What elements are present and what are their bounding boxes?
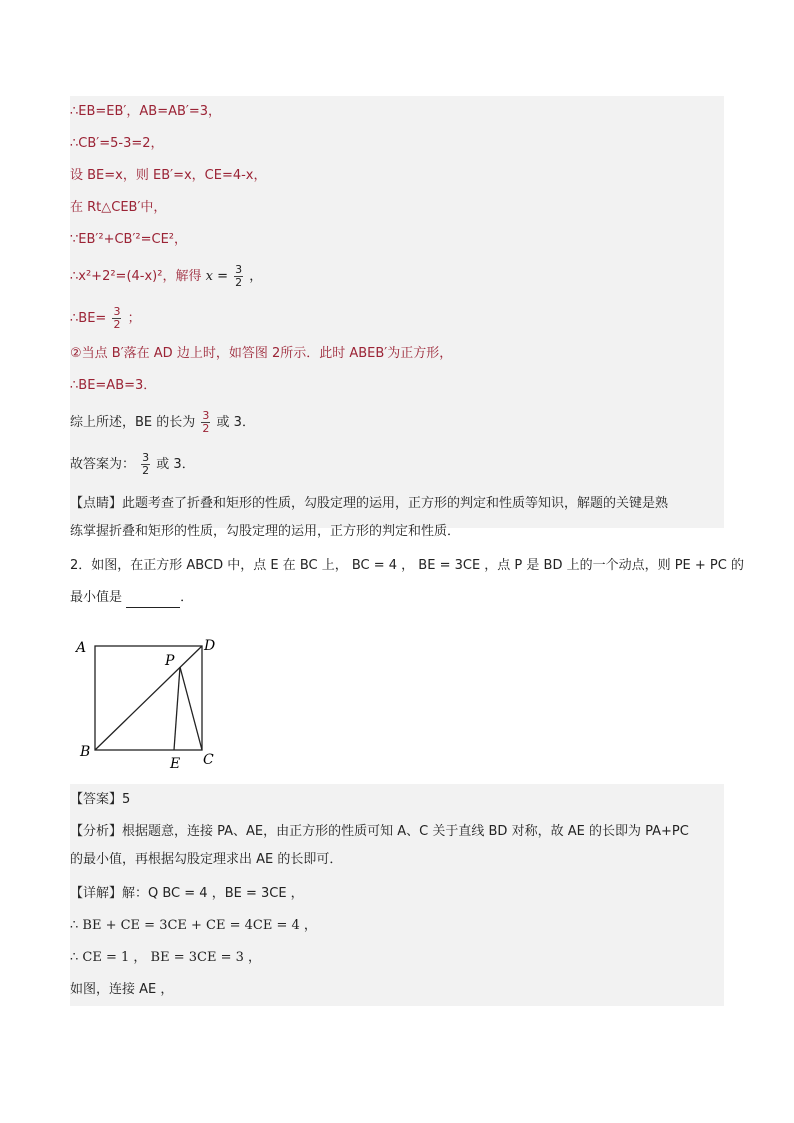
fraction-numerator: 3 xyxy=(142,451,150,464)
line-11 xyxy=(70,448,195,482)
line-7 xyxy=(70,302,141,336)
label-c: C xyxy=(203,752,214,768)
line-10-text: 综上所述，BE 的长为 xyxy=(70,415,196,430)
fraction-denominator: 2 xyxy=(142,464,150,477)
line-10-end: 或 3． xyxy=(216,415,255,430)
line-2: ∴CB′=5-3=2， xyxy=(70,136,164,151)
label-b: B xyxy=(80,744,91,760)
line-11-end: 或 3． xyxy=(156,457,195,472)
answer-line xyxy=(70,790,130,810)
diagonal-bd xyxy=(95,646,202,750)
segment-pc xyxy=(180,667,202,750)
answer-blank[interactable] xyxy=(126,593,180,608)
line-3: 设 BE=x，则 EB′=x，CE=4-x， xyxy=(70,168,267,183)
line-6 xyxy=(70,260,262,294)
detail-line: 【详解】解：Q BC = 4 ，BE = 3CE ， xyxy=(70,886,304,901)
line-6-eq: = xyxy=(217,269,228,284)
line-12: 【点睛】此题考查了折叠和矩形的性质，勾股定理的运用，正方形的判定和性质等知识，解题的关键是熟 xyxy=(70,496,669,511)
analysis-line-2: 的最小值，再根据勾股定理求出 AE 的长即可． xyxy=(70,852,343,867)
step-line-3: 如图，连接 AE ， xyxy=(70,982,174,997)
line-6-end: ， xyxy=(249,269,263,284)
line-7-end: ； xyxy=(127,311,141,326)
fraction-numerator: 3 xyxy=(202,409,210,422)
line-6-text: ∴x²+2²=(4-x)²，解得 xyxy=(70,269,202,284)
fraction-three-halves xyxy=(112,306,121,331)
fraction-three-halves xyxy=(234,264,243,289)
fraction-three-halves xyxy=(201,410,210,435)
label-e: E xyxy=(170,756,181,772)
fraction-denominator: 2 xyxy=(113,318,121,331)
line-6-var: x xyxy=(205,269,213,284)
line-1: ∴EB=EB′，AB=AB′=3， xyxy=(70,104,222,119)
line-7-text: ∴BE= xyxy=(70,311,107,326)
label-a: A xyxy=(76,640,87,656)
question-line-2-text: 最小值是 xyxy=(70,590,123,605)
line-8: ②当点 B′落在 AD 边上时，如答图 2所示．此时 ABEB′为正方形， xyxy=(70,346,453,361)
analysis-line-1: 【分析】根据题意，连接 PA、AE，由正方形的性质可知 A、C 关于直线 BD 对称，故 AE 的长即为 PA+PC xyxy=(70,824,689,839)
answer-text: 【答案】5 xyxy=(70,792,131,807)
fraction-three-halves xyxy=(141,452,150,477)
question-line-1: 2．如图，在正方形 ABCD 中，点 E 在 BC 上， BC = 4 ， BE = 3CE ，点 P 是 BD 上的一个动点，则 PE + PC 的 xyxy=(70,558,744,573)
fraction-numerator: 3 xyxy=(235,263,243,276)
line-9: ∴BE=AB=3． xyxy=(70,378,157,393)
step-line-1: ∴ BE + CE = 3CE + CE = 4CE = 4 ， xyxy=(70,918,317,933)
square-figure xyxy=(70,630,230,772)
line-11-text: 故答案为： xyxy=(70,457,136,472)
line-10 xyxy=(70,406,255,440)
line-5: ∵EB′²+CB′²=CE²， xyxy=(70,232,188,247)
line-4: 在 Rt△CEB′中， xyxy=(70,200,167,215)
fraction-denominator: 2 xyxy=(202,422,210,435)
step-line-2: ∴ CE = 1 ， BE = 3CE = 3 ， xyxy=(70,950,262,965)
solution-block-1 xyxy=(70,96,724,539)
question-line-2: 最小值是 ． xyxy=(70,588,193,608)
segment-pe xyxy=(174,667,180,750)
fraction-denominator: 2 xyxy=(235,276,243,289)
fraction-numerator: 3 xyxy=(113,305,121,318)
line-13: 练掌握折叠和矩形的性质，勾股定理的运用，正方形的判定和性质． xyxy=(70,524,461,539)
label-p: P xyxy=(165,653,175,669)
label-d: D xyxy=(204,638,216,654)
solution-block-2 xyxy=(70,784,724,1006)
